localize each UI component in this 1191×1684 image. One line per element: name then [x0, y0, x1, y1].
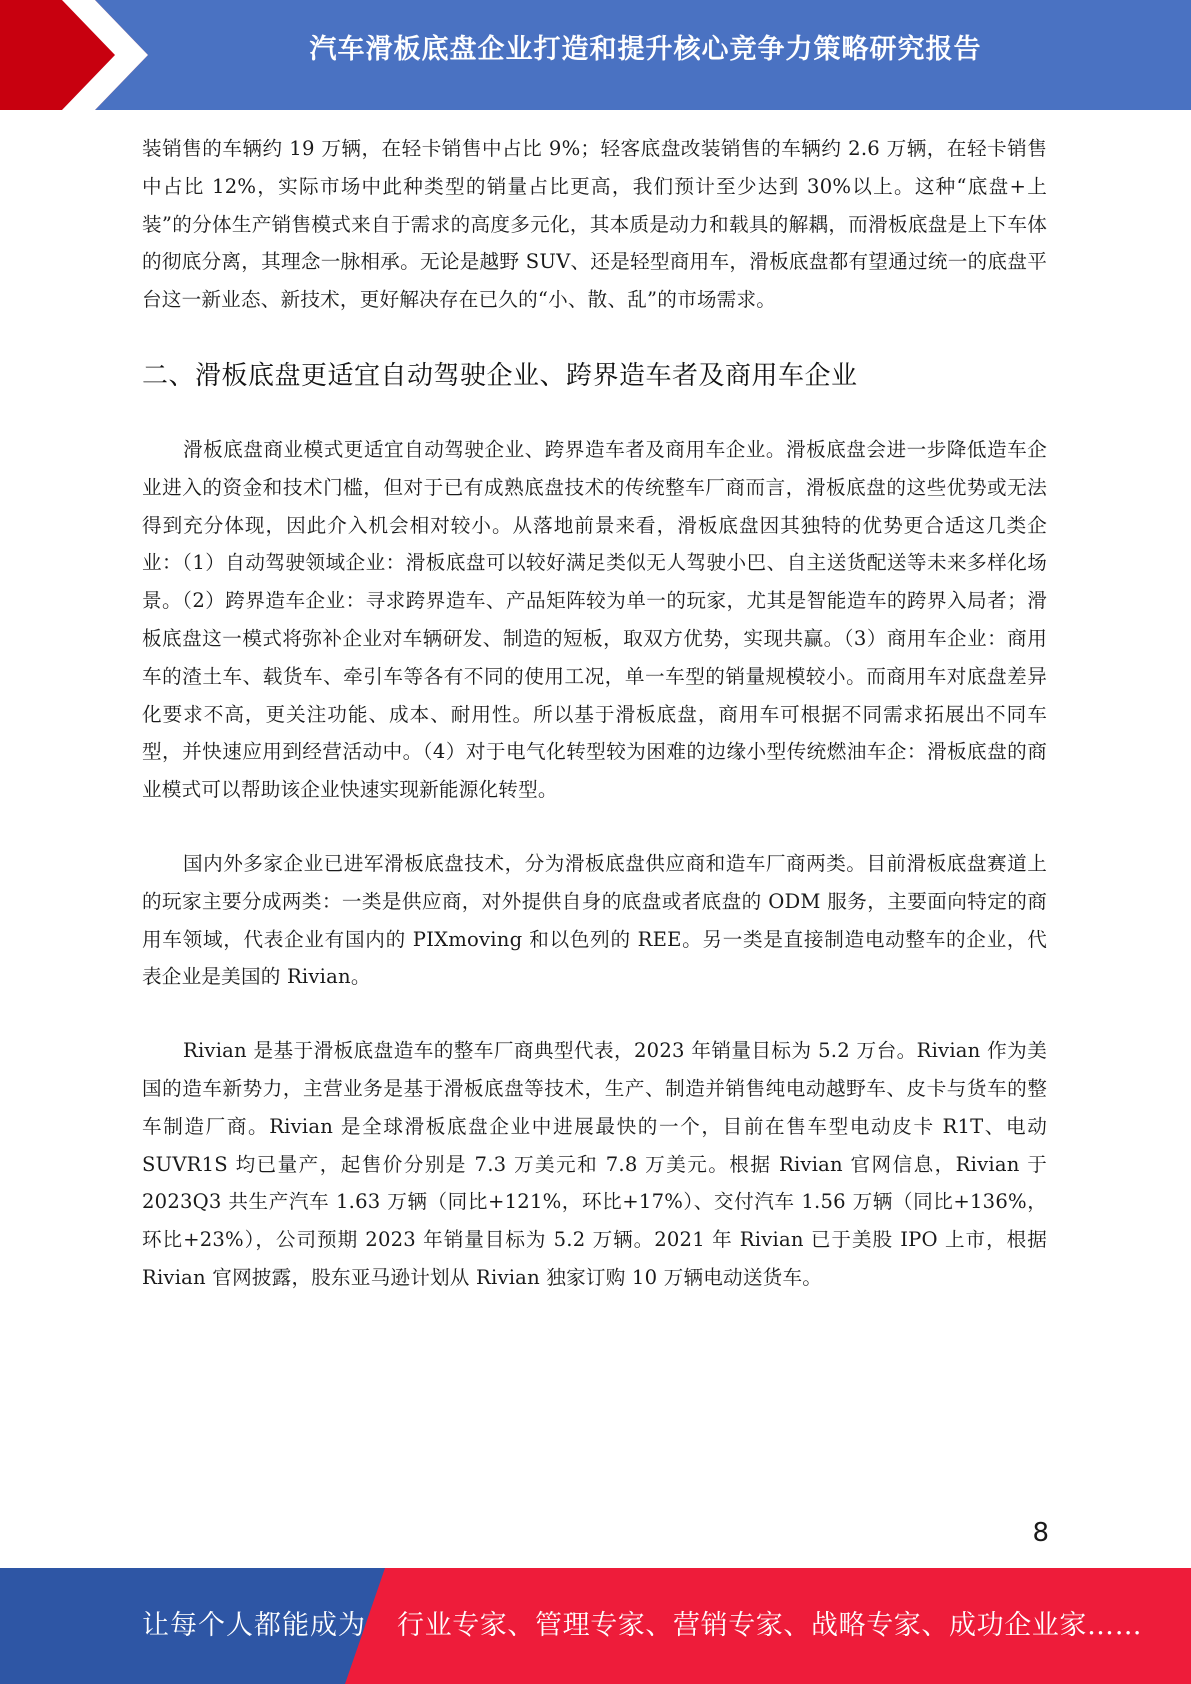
- paragraph-continued: 装销售的车辆约 19 万辆，在轻卡销售中占比 9%；轻客底盘改装销售的车辆约 2.6 万辆，在轻卡销售中占比 12%，实际市场中此种类型的销量占比更高，我们预计至少达到 30%以上。这种“底盘+上装”的分体生产销售模式来自于需求的高度多元化，其本质是动力和载具的解耦，而滑板底盘是上下车体的彻底分离，其理念一脉相承。无论是越野 SUV、还是轻型商用车，滑板底盘都有望通过统一的底盘平台这一新业态、新技术，更好解决存在已久的“小、散、乱”的市场需求。: [142, 137, 1047, 312]
- paragraph-rivian: Rivian 是基于滑板底盘造车的整车厂商典型代表，2023 年销量目标为 5.2 万台。Rivian 作为美国的造车新势力，主营业务是基于滑板底盘等技术，生产、制造并销售纯电动越野车、皮卡与货车的整车制造厂商。Rivian 是全球滑板底盘企业中进展最快的一个，目前在售车型电动皮卡 R1T、电动 SUVR1S 均已量产，起售价分别是 7.3 万美元和 7.8 万美元。根据 Rivian 官网信息，Rivian 于 2023Q3 共生产汽车 1.63 万辆（同比+121%，环比+17%）、交付汽车 1.56 万辆（同比+136%，环比+23%），公司预期 2023 年销量目标为 5.2 万辆。2021 年 Rivian 已于美股 IPO 上市，根据 Rivian 官网披露，股东亚马逊计划从 Rivian 独家订购 10 万辆电动送货车。: [142, 1039, 1047, 1289]
- page-header: [0, 0, 1191, 110]
- paragraph-business-model: 滑板底盘商业模式更适宜自动驾驶企业、跨界造车者及商用车企业。滑板底盘会进一步降低造车企业进入的资金和技术门槛，但对于已有成熟底盘技术的传统整车厂商而言，滑板底盘的这些优势或无法得到充分体现，因此介入机会相对较小。从落地前景来看，滑板底盘因其独特的优势更合适这几类企业：（1）自动驾驶领域企业：滑板底盘可以较好满足类似无人驾驶小巴、自主送货配送等未来多样化场景。（2）跨界造车企业：寻求跨界造车、产品矩阵较为单一的玩家，尤其是智能造车的跨界入局者；滑板底盘这一模式将弥补企业对车辆研发、制造的短板，取双方优势，实现共赢。（3）商用车企业：商用车的渣土车、载货车、牵引车等各有不同的使用工况，单一车型的销量规模较小。而商用车对底盘差异化要求不高，更关注功能、成本、耐用性。所以基于滑板底盘，商用车可根据不同需求拓展出不同车型，并快速应用到经营活动中。（4）对于电气化转型较为困难的边缘小型传统燃油车企：滑板底盘的商业模式可以帮助该企业快速实现新能源化转型。: [142, 437, 1047, 802]
- paragraph-market-players: 国内外多家企业已进军滑板底盘技术，分为滑板底盘供应商和造车厂商两类。目前滑板底盘赛道上的玩家主要分成两类：一类是供应商，对外提供自身的底盘或者底盘的 ODM 服务，主要面向特定的商用车领域，代表企业有国内的 PIXmoving 和以色列的 REE。另一类是直接制造电动整车的企业，代表企业是美国的 Rivian。: [142, 851, 1047, 989]
- footer-slogan-lead: 让每个人都能成为: [142, 1610, 366, 1641]
- page-number: 8: [1032, 1518, 1049, 1548]
- section-heading: 二、滑板底盘更适宜自动驾驶企业、跨界造车者及商用车企业: [142, 360, 858, 391]
- document-body: [142, 130, 1047, 1297]
- report-title: 汽车滑板底盘企业打造和提升核心竞争力策略研究报告: [309, 34, 982, 65]
- page-footer: [0, 1568, 1191, 1684]
- footer-slogan-roles: 行业专家、管理专家、营销专家、战略专家、成功企业家……: [397, 1610, 1143, 1641]
- header-chevron-decoration: [0, 0, 160, 110]
